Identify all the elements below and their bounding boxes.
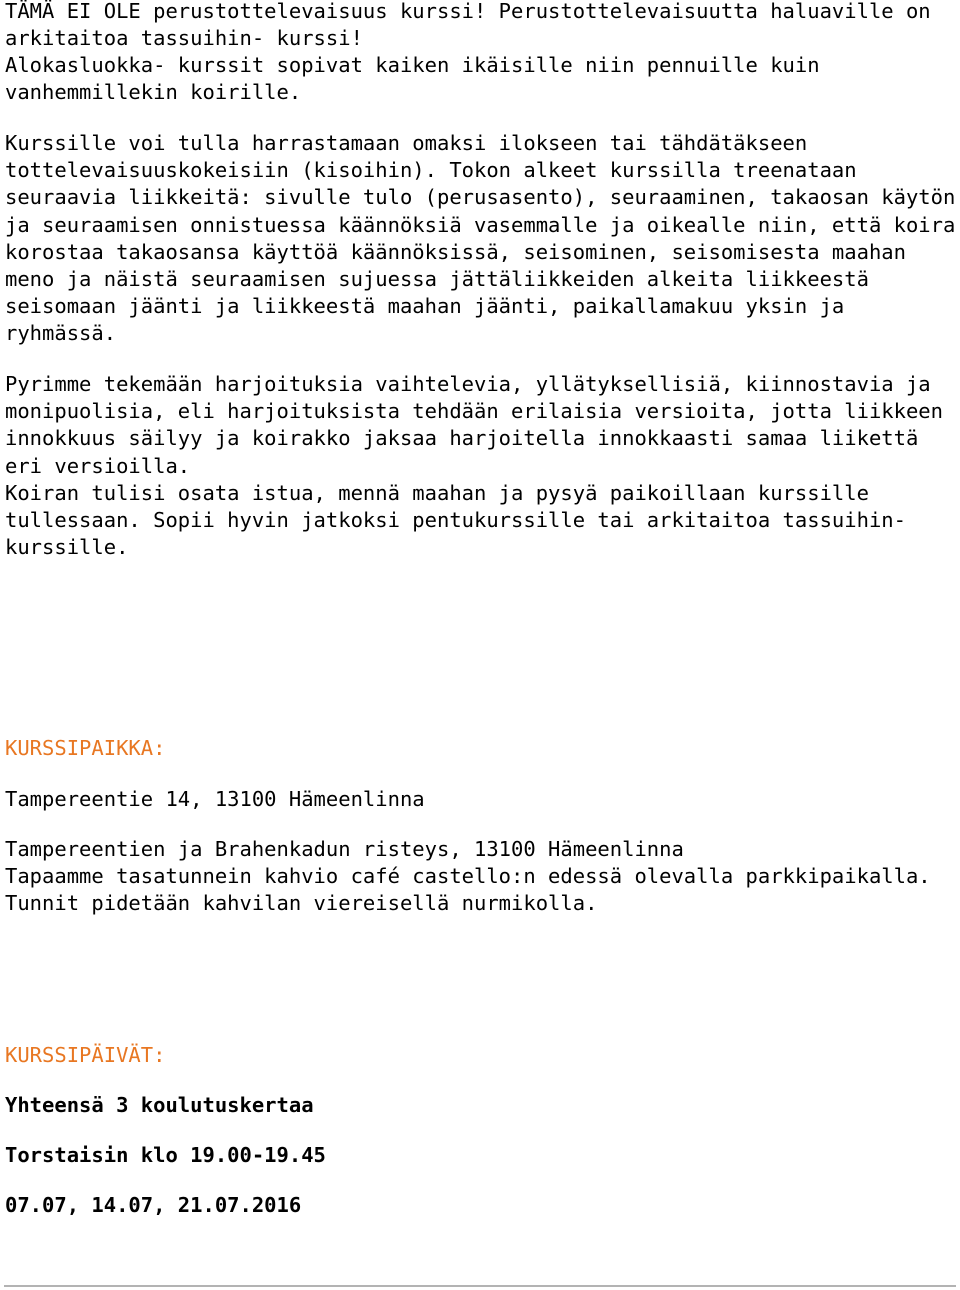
intro-paragraph-3: Pyrimme tekemään harjoituksia vaihtelevia, yllätyksellisiä, kiinnostavia ja monipuolisia, eli harjoituksista tehdään erilaisia versioita, jotta liikkeen innokkuus säilyy ja koirakko jaksaa harjoitella innokkaasti samaa liikettä eri versioilla. xyxy=(5,372,943,478)
dates-time: Torstaisin klo 19.00-19.45 xyxy=(5,1143,326,1167)
intro-line-2: Alokasluokka- kurssit sopivat kaiken ikäisille niin pennuille kuin vanhemmillekin koirille. xyxy=(5,53,820,105)
intro-paragraph-2: Kurssille voi tulla harrastamaan omaksi ilokseen tai tähdätäkseen tottelevaisuuskokeisiin (kisoihin). Tokon alkeet kurssilla treenataan seuraavia liikkeitä: sivulle tulo (perusasento), seuraaminen, takaosan käytön ja seuraamisen onnistuessa käännöksiä vasemmalle ja oikealle niin, että koira korostaa takaosansa käyttöä käännöksissä, seisominen, seisomisesta maahan meno ja näistä seuraamisen sujuessa jättäliikkeiden alkeita liikkeestä seisomaan jäänti ja liikkeestä maahan jäänti, paikallamakuu yksin ja ryhmässä. xyxy=(5,131,956,346)
location-directions: Tampereentien ja Brahenkadun risteys, 13100 Hämeenlinna Tapaamme tasatunnein kahvio café castello:n edessä olevalla parkkipaikalla. Tunnit pidetään kahvilan viereisellä nurmikolla. xyxy=(5,837,931,916)
location-address: Tampereentie 14, 13100 Hämeenlinna xyxy=(5,787,425,811)
dates-days: 07.07, 14.07, 21.07.2016 xyxy=(5,1193,302,1217)
intro-paragraph-4: Koiran tulisi osata istua, mennä maahan ja pysyä paikoillaan kurssille tullessaan. Sopii hyvin jatkoksi pentukurssille tai arkitaitoa tassuihin- kurssille. xyxy=(5,481,906,560)
location-heading: KURSSIPAIKKA: xyxy=(5,736,166,760)
dates-heading: KURSSIPÄIVÄT: xyxy=(5,1043,166,1067)
intro-line-1: TÄMÄ EI OLE perustottelevaisuus kurssi! Perustottelevaisuutta haluaville on arkitaitoa tassuihin- kurssi! xyxy=(5,0,931,51)
bottom-divider xyxy=(4,1285,956,1287)
dates-total: Yhteensä 3 koulutuskertaa xyxy=(5,1093,314,1117)
